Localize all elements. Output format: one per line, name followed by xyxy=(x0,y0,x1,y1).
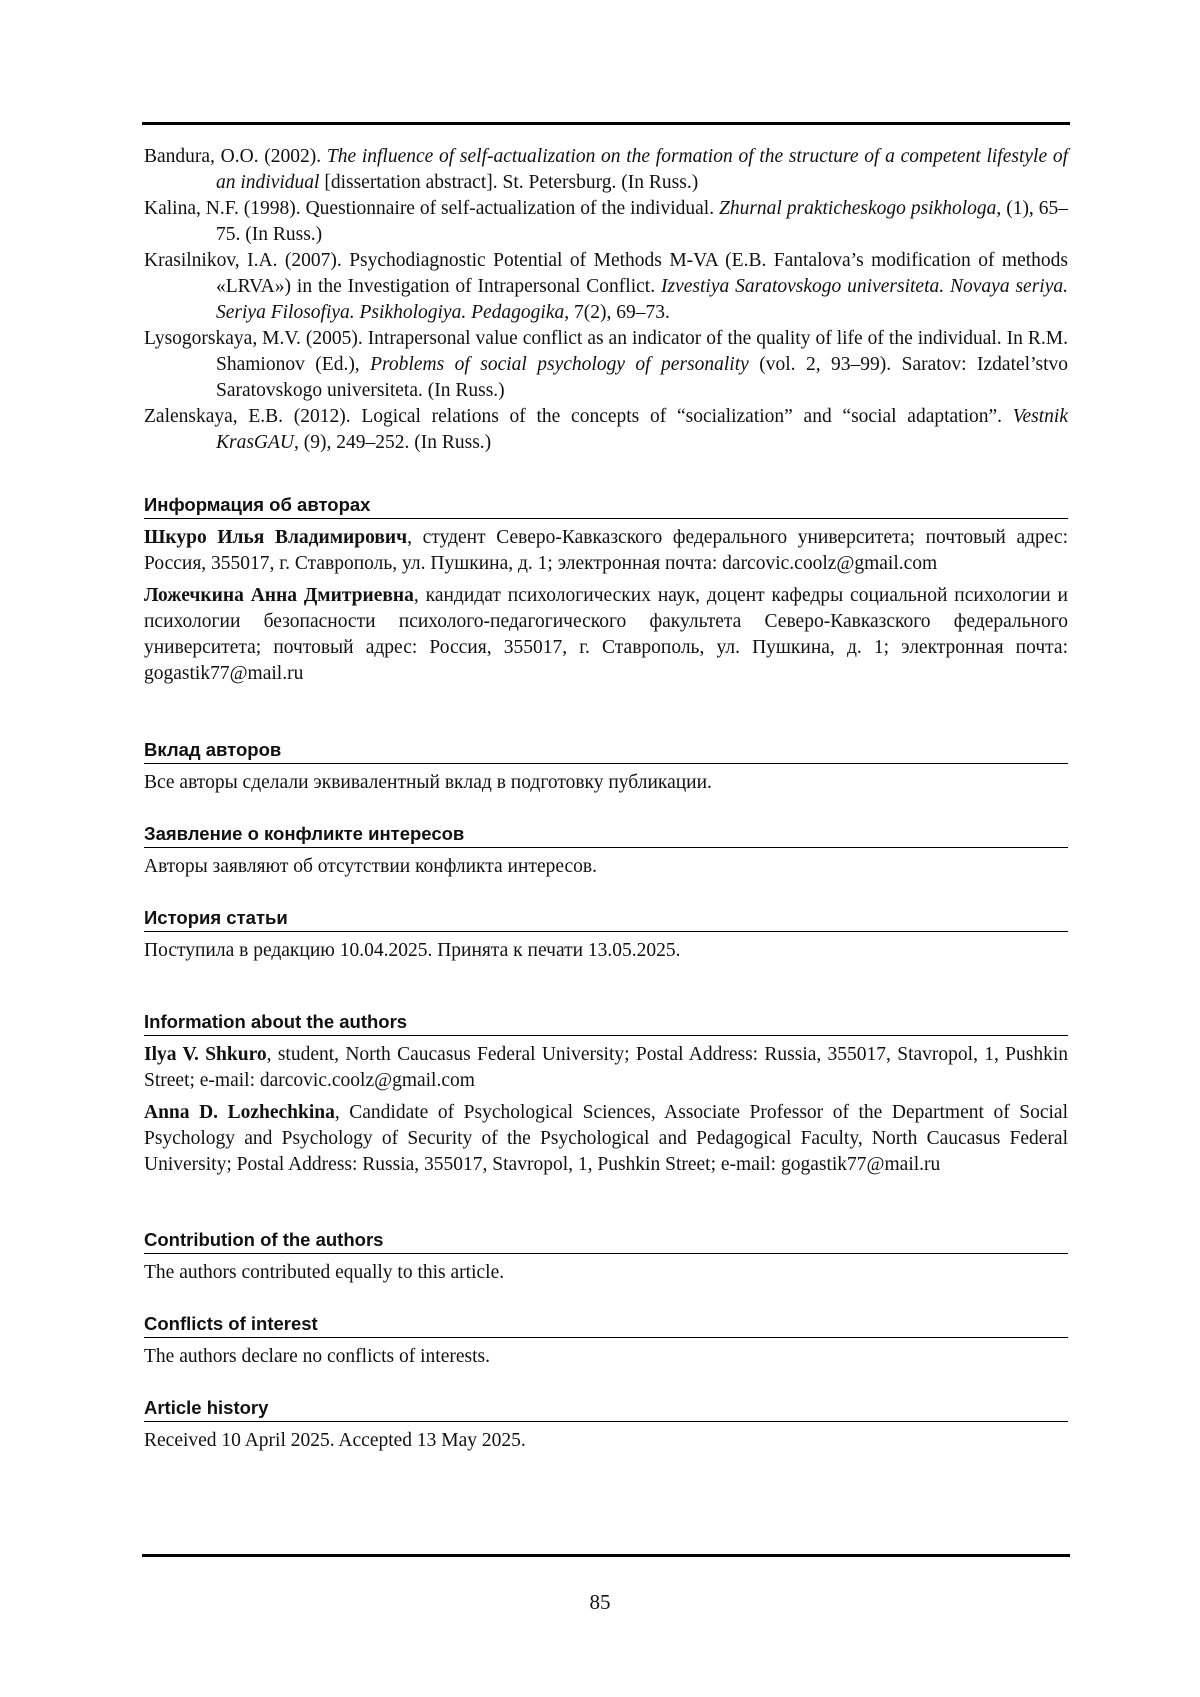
author-info: Шкуро Илья Владимирович, студент Северо-Кавказского федерального университета; почтовый адрес: Россия, 355017, г. Ставрополь, ул. Пушкина, д. 1; электронная почта: darcovic.coolz@gmail.com xyxy=(144,525,1068,577)
ru-history-section: История статьи Поступила в редакцию 10.04.2025. Принята к печати 13.05.2025. xyxy=(144,906,1068,970)
en-history-section: Article history Received 10 April 2025. Accepted 13 May 2025. xyxy=(144,1396,1068,1460)
section-heading: Conflicts of interest xyxy=(144,1312,1068,1338)
reference-item: Kalina, N.F. (1998). Questionnaire of self-actualization of the individual. Zhurnal prakticheskogo psikhologa, (1), 65–75. (In Russ.) xyxy=(144,196,1068,248)
bottom-rule xyxy=(142,1554,1070,1557)
author-info: Anna D. Lozhechkina, Candidate of Psychological Sciences, Associate Professor of the Department of Social Psychology and Psychology of Security of the Psychological and Pedagogical Faculty, North Caucasus Federal University; Postal Address: Russia, 355017, Stavropol, 1, Pushkin Street; e-mail: gogastik77@mail.ru xyxy=(144,1100,1068,1178)
section-heading: Заявление о конфликте интересов xyxy=(144,822,1068,848)
author-info: Ilya V. Shkuro, student, North Caucasus Federal University; Postal Address: Russia, 355017, Stavropol, 1, Pushkin Street; e-mail: darcovic.coolz@gmail.com xyxy=(144,1042,1068,1094)
reference-item: Zalenskaya, E.B. (2012). Logical relations of the concepts of “socialization” and “social adaptation”. Vestnik KrasGAU, (9), 249–252. (In Russ.) xyxy=(144,404,1068,456)
section-heading: Article history xyxy=(144,1396,1068,1422)
ru-contribution-section: Вклад авторов Все авторы сделали эквивалентный вклад в подготовку публикации. xyxy=(144,738,1068,802)
section-heading: История статьи xyxy=(144,906,1068,932)
top-rule xyxy=(142,122,1070,125)
reference-item: Krasilnikov, I.A. (2007). Psychodiagnostic Potential of Methods M-VA (E.B. Fantalova’s modification of methods «LRVA») in the Investigation of Intrapersonal Conflict. Izvestiya Saratovskogo universiteta. Novaya seriya. Seriya Filosofiya. Psikhologiya. Pedagogika, 7(2), 69–73. xyxy=(144,248,1068,326)
page-number: 85 xyxy=(0,1590,1200,1615)
page xyxy=(0,0,1200,1697)
author-name: Ложечкина Анна Дмитриевна xyxy=(144,585,414,606)
reference-item: Lysogorskaya, M.V. (2005). Intrapersonal value conflict as an indicator of the quality of life of the individual. In R.M. Shamionov (Ed.), Problems of social psychology of personality (vol. 2, 93–99). Saratov: Izdatel’stvo Saratovskogo universiteta. (In Russ.) xyxy=(144,326,1068,404)
en-conflict-section: Conflicts of interest The authors declare no conflicts of interests. xyxy=(144,1312,1068,1376)
en-contribution-section: Contribution of the authors The authors contributed equally to this article. xyxy=(144,1228,1068,1292)
author-name: Anna D. Lozhechkina xyxy=(144,1102,335,1123)
section-heading: Вклад авторов xyxy=(144,738,1068,764)
ru-conflict-section: Заявление о конфликте интересов Авторы заявляют об отсутствии конфликта интересов. xyxy=(144,822,1068,886)
references-list xyxy=(144,144,1068,456)
section-heading: Contribution of the authors xyxy=(144,1228,1068,1254)
en-authors-section xyxy=(144,1010,1068,1184)
section-heading: Information about the authors xyxy=(144,1010,1068,1036)
section-heading: Информация об авторах xyxy=(144,493,1068,519)
author-name: Ilya V. Shkuro xyxy=(144,1044,267,1065)
reference-item: Bandura, O.O. (2002). The influence of self-actualization on the formation of the structure of a competent lifestyle of an individual [dissertation abstract]. St. Petersburg. (In Russ.) xyxy=(144,144,1068,196)
author-info: Ложечкина Анна Дмитриевна, кандидат психологических наук, доцент кафедры социальной психологии и психологии безопасности психолого-педагогического факультета Северо-Кавказского федерального университета; почтовый адрес: Россия, 355017, г. Ставрополь, ул. Пушкина, д. 1; электронная почта: gogastik77@mail.ru xyxy=(144,583,1068,687)
author-name: Шкуро Илья Владимирович xyxy=(144,527,407,548)
ru-authors-section xyxy=(144,493,1068,693)
